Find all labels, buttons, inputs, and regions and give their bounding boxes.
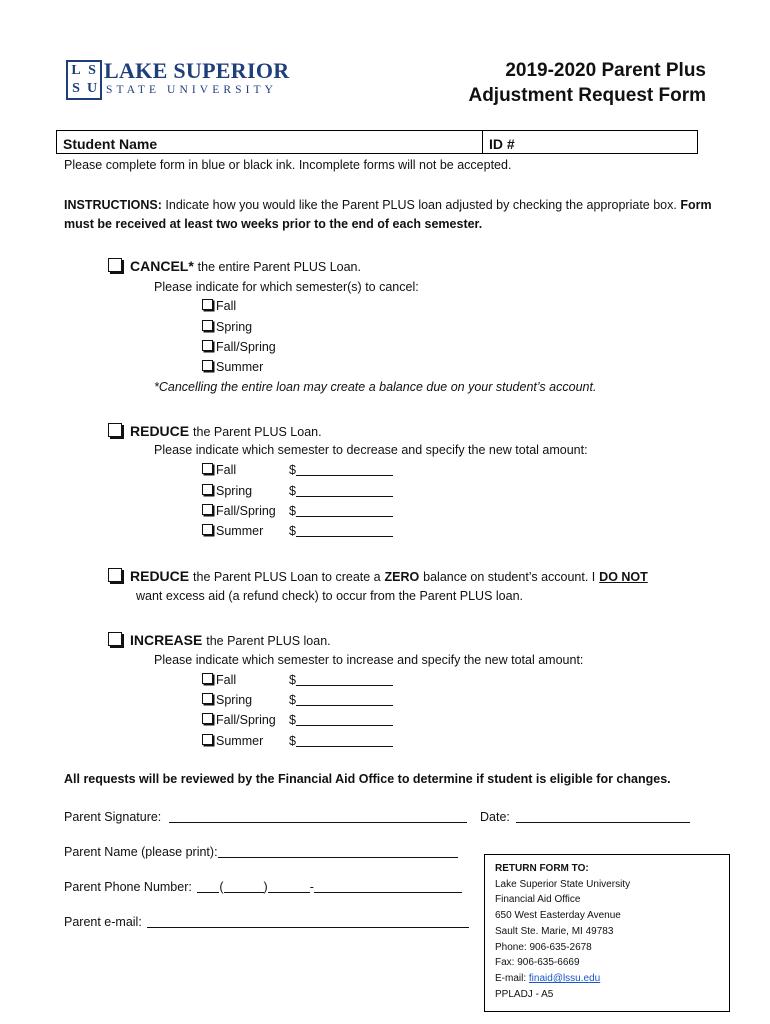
parent-phone-field[interactable] [64,880,462,894]
instructions-text: Indicate how you would like the Parent PLUS loan adjusted by checking the appropriate box. [165,198,677,212]
return-email-link[interactable]: finaid@lssu.edu [528,972,601,984]
cancel-checkbox[interactable] [108,258,122,272]
form-title [468,58,706,108]
currency-sign: $ [289,524,296,538]
checkbox[interactable] [202,360,213,371]
cancel-description: the entire Parent PLUS Loan. [197,260,361,274]
parent-phone-label: Parent Phone Number: [64,880,192,894]
reduce-zero-text2: balance on student’s account. I [423,570,596,584]
currency-sign: $ [289,504,296,518]
return-line: Lake Superior State University [495,878,631,890]
currency-sign: $ [289,713,296,727]
parent-email-field[interactable] [64,915,469,929]
reduce-section-heading [108,423,322,439]
option-label: Summer [216,734,264,748]
checkbox[interactable] [202,463,213,474]
reduce-amount-fall-spring[interactable] [289,504,393,518]
checkbox[interactable] [202,524,213,535]
reduce-option-fall[interactable] [202,463,236,477]
cancel-instructions: Please indicate for which semester(s) to cancel: [154,280,419,294]
area-code-line[interactable] [224,892,264,893]
increase-description: the Parent PLUS loan. [206,634,331,648]
reduce-amount-fall[interactable] [289,463,393,477]
reduce-amount-spring[interactable] [289,484,393,498]
option-label: Spring [216,484,253,498]
increase-checkbox[interactable] [108,632,122,646]
amount-line[interactable] [296,746,393,747]
signature-line[interactable] [169,822,467,823]
instructions [64,196,714,234]
reduce-instructions: Please indicate which semester to decrease and specify the new total amount: [154,443,588,457]
amount-line[interactable] [296,475,393,476]
reduce-option-summer[interactable] [202,524,263,538]
cancel-option-fall-spring[interactable] [202,340,276,354]
reduce-zero-donot: DO NOT [599,570,648,584]
checkbox[interactable] [202,299,213,310]
increase-amount-spring[interactable] [289,693,393,707]
option-label: Spring [216,320,253,334]
student-name-field[interactable]: Student Name [57,131,483,153]
currency-sign: $ [289,693,296,707]
cancel-label: CANCEL* [130,258,194,274]
date-line[interactable] [516,822,690,823]
logo-letter: S [72,81,80,96]
reduce-option-fall-spring[interactable] [202,504,276,518]
phone-line[interactable] [197,892,219,893]
form-title-line2: Adjustment Request Form [468,85,706,106]
return-line: Sault Ste. Marie, MI 49783 [495,925,614,937]
student-id-field[interactable]: ID # [489,136,515,152]
increase-option-fall[interactable] [202,673,236,687]
cancel-option-spring[interactable] [202,320,252,334]
reduce-zero-checkbox[interactable] [108,568,122,582]
ink-instruction: Please complete form in blue or black ink. Incomplete forms will not be accepted. [64,158,512,172]
option-label: Fall [216,463,237,477]
phone-number-line[interactable] [314,892,462,893]
reduce-zero-text1: the Parent PLUS Loan to create a [193,570,381,584]
cancel-option-summer[interactable] [202,360,263,374]
university-logo-mark [66,60,102,100]
university-subtitle: STATE UNIVERSITY [106,84,278,96]
increase-amount-summer[interactable] [289,734,393,748]
parent-email-line[interactable] [147,927,469,928]
return-email-label: E-mail: [495,972,527,984]
parent-name-line[interactable] [218,857,458,858]
phone-dash: - [309,880,314,894]
phone-prefix-line[interactable] [268,892,310,893]
reduce-zero-line2: want excess aid (a refund check) to occur from the Parent PLUS loan. [136,589,523,603]
reduce-option-spring[interactable] [202,484,252,498]
checkbox[interactable] [202,693,213,704]
amount-line[interactable] [296,705,393,706]
increase-label: INCREASE [130,632,203,648]
return-line: Financial Aid Office [495,894,581,906]
increase-amount-fall[interactable] [289,673,393,687]
reduce-amount-summer[interactable] [289,524,393,538]
return-line: Phone: 906-635-2678 [495,941,592,953]
phone-close-paren: ) [263,880,268,894]
reduce-checkbox[interactable] [108,423,122,437]
currency-sign: $ [289,734,296,748]
review-note: All requests will be reviewed by the Financial Aid Office to determine if student is eligible for changes. [64,772,671,786]
date-label: Date: [480,810,510,824]
option-label: Summer [216,360,264,374]
increase-instructions: Please indicate which semester to increase and specify the new total amount: [154,653,584,667]
option-label: Fall/Spring [216,504,276,518]
return-email-line [495,971,719,987]
amount-line[interactable] [296,685,393,686]
instructions-deadline: Form must be received at least two weeks prior to the end of each semester. [64,198,712,231]
currency-sign: $ [289,673,296,687]
form-title-line1: 2019-2020 Parent Plus [505,60,706,81]
increase-amount-fall-spring[interactable] [289,713,393,727]
parent-name-label: Parent Name (please print): [64,845,218,859]
currency-sign: $ [289,463,296,477]
increase-section-heading [108,632,331,648]
cancel-note: *Cancelling the entire loan may create a balance due on your student’s account. [154,380,597,394]
option-label: Fall/Spring [216,713,276,727]
cancel-section-heading [108,258,361,274]
return-address-box [484,854,730,1012]
option-label: Fall [216,299,237,313]
instructions-label: INSTRUCTIONS: [64,198,162,212]
checkbox[interactable] [202,484,213,495]
logo-letter: L [71,63,81,78]
checkbox[interactable] [202,673,213,684]
date-field[interactable] [480,810,690,824]
phone-open-paren: ( [219,880,224,894]
logo-letter: U [86,81,98,96]
option-label: Fall [216,673,237,687]
amount-line[interactable] [296,496,393,497]
checkbox[interactable] [202,320,213,331]
checkbox[interactable] [202,340,213,351]
signature-label: Parent Signature: [64,810,162,824]
amount-line[interactable] [296,516,393,517]
student-info-table [56,130,698,154]
amount-line[interactable] [296,536,393,537]
checkbox[interactable] [202,734,213,745]
increase-option-spring[interactable] [202,693,252,707]
university-name: LAKE SUPERIOR [104,58,290,83]
return-heading: RETURN FORM TO: [495,863,589,874]
increase-option-summer[interactable] [202,734,263,748]
reduce-zero-zero: ZERO [384,570,420,584]
reduce-label: REDUCE [130,423,190,439]
checkbox[interactable] [202,713,213,724]
parent-name-field[interactable] [64,845,458,859]
signature-field[interactable] [64,810,467,824]
return-line: 650 West Easterday Avenue [495,910,621,922]
amount-line[interactable] [296,725,393,726]
reduce-zero-section-heading [108,568,648,584]
form-code: PPLADJ - A5 [495,988,554,1000]
currency-sign: $ [289,484,296,498]
option-label: Spring [216,693,253,707]
parent-email-label: Parent e-mail: [64,915,142,929]
checkbox[interactable] [202,504,213,515]
option-label: Fall/Spring [216,340,276,354]
option-label: Summer [216,524,264,538]
cancel-option-fall[interactable] [202,299,236,313]
reduce-description: the Parent PLUS Loan. [193,425,322,439]
logo-letter: S [88,63,96,78]
reduce-zero-label: REDUCE [130,568,190,584]
increase-option-fall-spring[interactable] [202,713,276,727]
return-line: Fax: 906-635-6669 [495,957,580,969]
